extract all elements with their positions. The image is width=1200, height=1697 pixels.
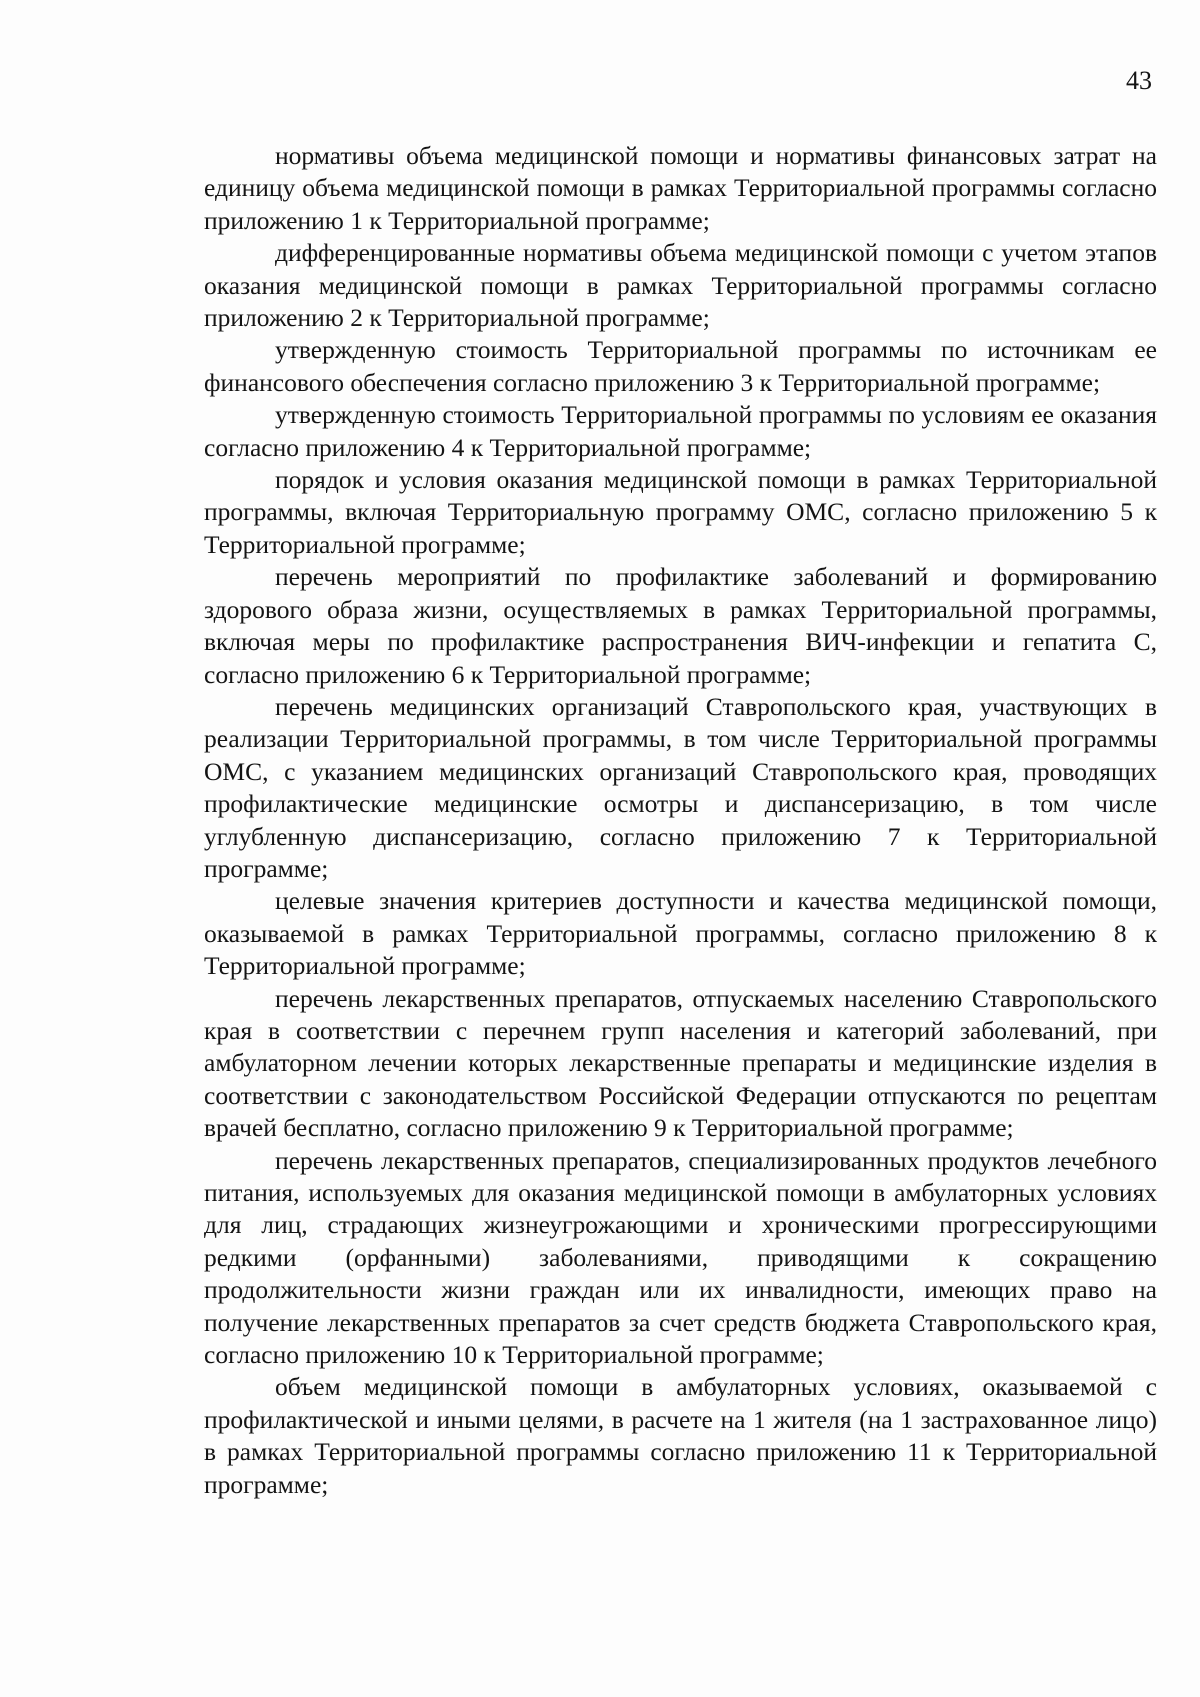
paragraph-appendix-6: перечень мероприятий по профилактике заболеваний и формированию здорового образа жизни, осуществляемых в рамках Территориальной программы, включая меры по профилактике распространения ВИЧ-инфекции и гепатита С, согласно приложению 6 к Территориальной программе; — [204, 562, 1157, 689]
paragraph-appendix-1: нормативы объема медицинской помощи и нормативы финансовых затрат на единицу объема медицинской помощи в рамках Территориальной программы согласно приложению 1 к Территориальной программе; — [204, 141, 1157, 235]
document-body — [204, 140, 1157, 1501]
paragraph-appendix-2: дифференцированные нормативы объема медицинской помощи с учетом этапов оказания медицинской помощи в рамках Территориальной программы согласно приложению 2 к Территориальной программе; — [204, 238, 1157, 333]
paragraph-appendix-11: объем медицинской помощи в амбулаторных условиях, оказываемой с профилактической и иными целями, в расчете на 1 жителя (на 1 застрахованное лицо) в рамках Территориальной программы согласно приложению 11 к Территориальной программе; — [204, 1372, 1157, 1499]
paragraph-appendix-10: перечень лекарственных препаратов, специализированных продуктов лечебного питания, используемых для оказания медицинской помощи в амбулаторных условиях для лиц, страдающих жизнеугрожающими и хроническими прогрессирующими редкими (орфанными) заболеваниями, приводящими к сокращению продолжительности жизни граждан или их инвалидности, имеющих право на получение лекарственных препаратов за счет средств бюджета Ставропольского края, согласно приложению 10 к Территориальной программе; — [204, 1145, 1157, 1370]
paragraph-appendix-4: утвержденную стоимость Территориальной программы по условиям ее оказания согласно приложению 4 к Территориальной программе; — [204, 400, 1157, 462]
page-number: 43 — [1126, 66, 1152, 95]
paragraph-appendix-7: перечень медицинских организаций Ставропольского края, участвующих в реализации Территориальной программы, в том числе Территориальной программы ОМС, с указанием медицинских организаций Ставропольского края, проводящих профилактические медицинские осмотры и диспансеризацию, в том числе углубленную диспансеризацию, согласно приложению 7 к Территориальной программе; — [204, 691, 1157, 883]
paragraph-appendix-9: перечень лекарственных препаратов, отпускаемых населению Ставропольского края в соответствии с перечнем групп населения и категорий заболеваний, при амбулаторном лечении которых лекарственные препараты и медицинские изделия в соответствии с законодательством Российской Федерации отпускаются по рецептам врачей бесплатно, согласно приложению 9 к Территориальной программе; — [204, 983, 1157, 1143]
paragraph-appendix-3: утвержденную стоимость Территориальной программы по источникам ее финансового обеспечения согласно приложению 3 к Территориальной программе; — [204, 335, 1157, 397]
paragraph-appendix-5: порядок и условия оказания медицинской помощи в рамках Территориальной программы, включая Территориальную программу ОМС, согласно приложению 5 к Территориальной программе; — [204, 465, 1157, 559]
paragraph-appendix-8: целевые значения критериев доступности и качества медицинской помощи, оказываемой в рамках Территориальной программы, согласно приложению 8 к Территориальной программе; — [204, 886, 1157, 981]
